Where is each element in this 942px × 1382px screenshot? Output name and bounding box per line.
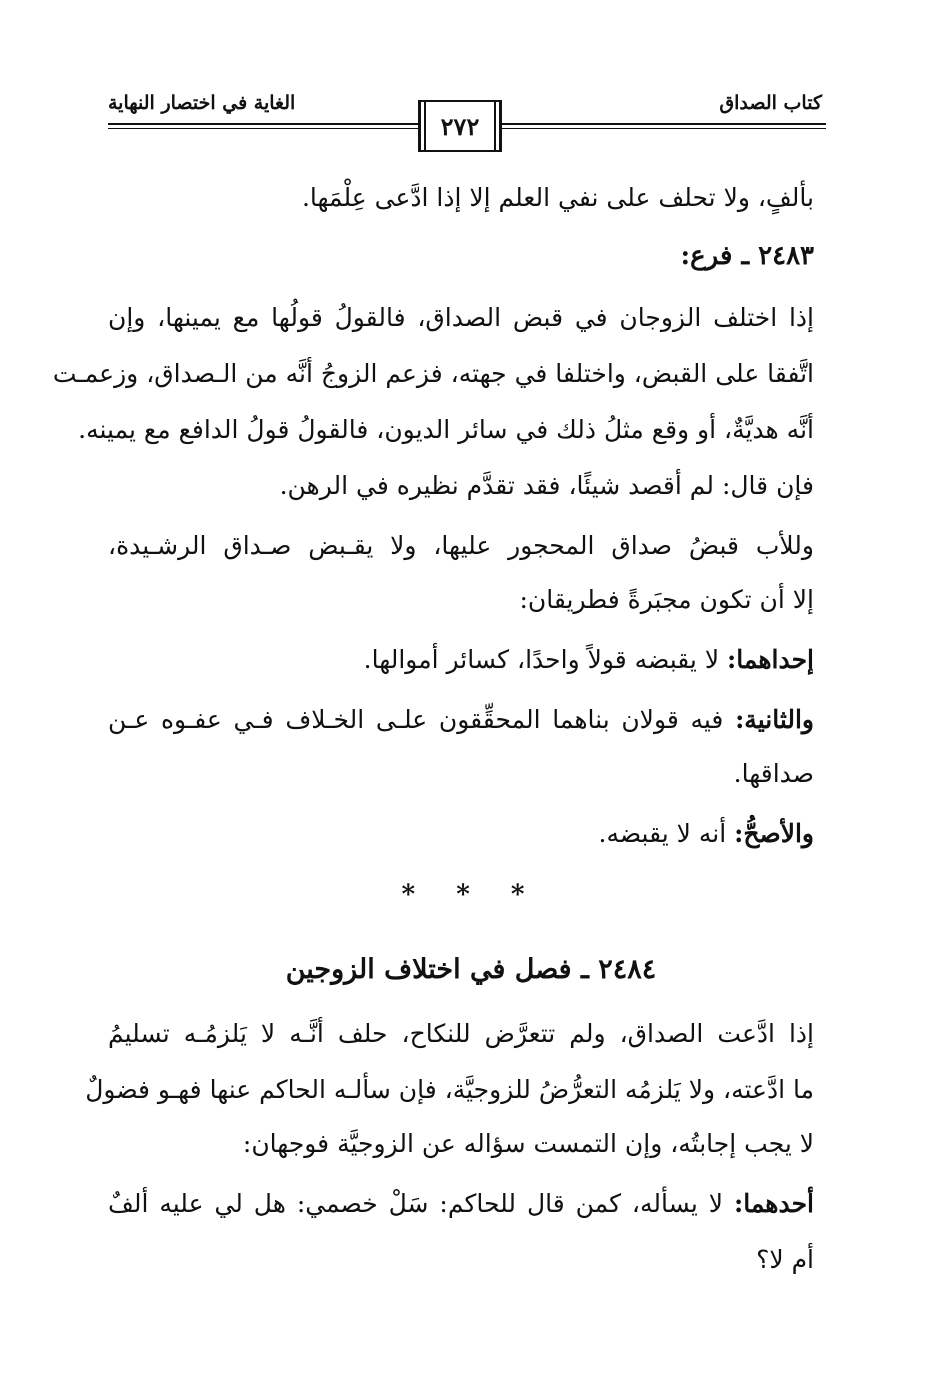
text-line: إذا اختلف الزوجان في قبض الصداق، فالقولُ قولُها مع يمينها، وإن (108, 303, 814, 332)
text-line: بألفٍ، ولا تحلف على نفي العلم إلا إذا ادَّعى عِلْمَها. (301, 183, 814, 212)
text-line: اتَّفقا على القبض، واختلفا في جهته، فزعم الزوجُ أنَّه من الـصداق، وزعمـت (52, 359, 814, 388)
term-label: والثانية: (735, 705, 815, 734)
term-text: أنه لا يقبضه. (598, 819, 727, 848)
term-text: فيه قولان بناهما المحقِّقون علـى الخـلاف فـي عفـوه عـن (108, 705, 724, 734)
term-text: لا يسأله، كمن قال للحاكم: سَلْ خصمي: هل لي عليه ألفٌ (108, 1189, 724, 1218)
term-label: والأصحُّ: (734, 819, 814, 848)
text-line: إذا ادَّعت الصداق، ولم تتعرَّض للنكاح، حلف أنَّـه لا يَلزمُـه تسليمُ (108, 1019, 814, 1048)
text-line: وللأب قبضُ صداق المحجور عليها، ولا يقـبض صـداق الرشـيدة، (108, 531, 814, 560)
term-text: لا يقبضه قولاً واحدًا، كسائر أموالها. (363, 645, 720, 674)
text-line: أنَّه هديَّةٌ، أو وقع مثلُ ذلك في سائر الديون، فالقولُ قولُ الدافع مع يمينه. (78, 415, 814, 444)
text-line-paragraph (108, 1184, 814, 1224)
text-line: فإن قال: لم أقصد شيئًا، فقد تقدَّم نظيره في الرهن. (279, 471, 814, 500)
text-line-paragraph (364, 640, 814, 680)
text-line: صداقها. (733, 759, 814, 788)
section-title: ٢٤٨٤ ـ فصل في اختلاف الزوجين (285, 954, 657, 985)
header-rule-right-thin (500, 128, 826, 129)
page-number: ٢٧٢ (440, 112, 480, 141)
text-line: أم لا؟ (756, 1245, 814, 1274)
text-line-paragraph (108, 700, 814, 740)
text-line: لا يجب إجابتُه، وإن التمست سؤاله عن الزوجيَّة فوجهان: (242, 1129, 814, 1158)
running-header-book-title: الغاية في اختصار النهاية (108, 92, 296, 114)
term-label: أحدهما: (733, 1189, 814, 1218)
section-separator-stars: * * * (401, 880, 541, 910)
header-rule-right (500, 123, 826, 125)
running-header-chapter: كتاب الصداق (719, 92, 822, 114)
text-line-paragraph (599, 814, 814, 854)
header-rule-left-thin (108, 128, 420, 129)
page-number-frame (418, 100, 502, 152)
subsection-heading: ٢٤٨٣ ـ فرع: (680, 241, 814, 271)
header-rule-left (108, 123, 420, 125)
text-line: ما ادَّعته، ولا يَلزمُه التعرُّضُ للزوجيَّة، فإن سألـه الحاكم عنها فهـو فضولٌ (85, 1075, 814, 1104)
term-label: إحداهما: (727, 645, 814, 674)
text-line: إلا أن تكون مجبَرةً فطريقان: (519, 585, 814, 614)
